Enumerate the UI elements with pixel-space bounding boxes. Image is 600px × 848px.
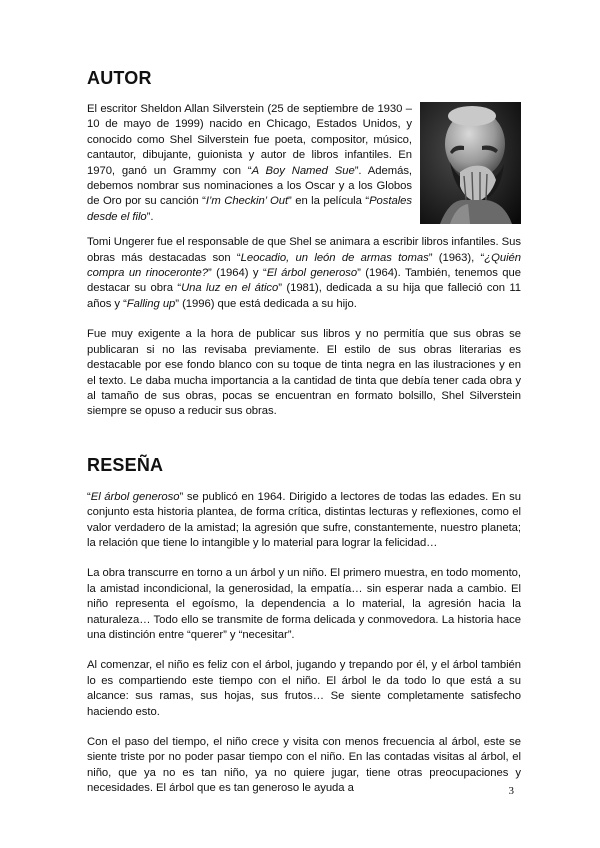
resena-paragraph-3: Al comenzar, el niño es feliz con el árbol, jugando y trepando por él, y el árbol también lo es compartiendo este tiempo con el niño. El árbol le da todo lo que está a su alcance: sus ramas, sus hojas, sus frutos… Se siente completamente satisfecho haciendo esto. <box>87 659 521 718</box>
section-resena <box>87 455 521 797</box>
author-bio <box>87 102 521 420</box>
text-run: “ <box>87 490 91 503</box>
autor-paragraph-3: Fue muy exigente a la hora de publicar sus libros y no permitía que sus obras se publicaran si no las revisaba previamente. El estilo de sus obras literarias es destacable por ese fondo blanco con su toque de tinta negra en las ilustraciones y en el texto. Le daba mucha importancia a la cantidad de tinta que debía tener cada obra y al tamaño de sus obras, pocas se encuentran en formato bolsillo, Shel Silverstein siempre se opuso a reducir sus obras. <box>87 328 521 418</box>
text-run: ” se publicó en 1964. Dirigido a lectores de todas las edades. En su conjunto esta historia plantea, de forma crítica, distintas lecturas y reflexiones, como el valor verdadero de la amistad; la agresión que sufre, constantemente, nuestro planeta; la relación que tiene lo intangible y lo material para lograr la felicidad… <box>87 490 521 549</box>
italic-title-text: Falling up <box>126 297 176 310</box>
text-run: El escritor Sheldon Allan Silverstein (25 de septiembre de 1930 – 10 de mayo de 1999) nacido en Chicago, Estados Unidos, y conocido como Shel Silverstein fue poeta, compositor, músico, cantautor, dibujante, guionista y autor de libros infantiles. En 1970, ganó un Grammy con “ <box>87 103 412 177</box>
text-run: ” (1963), “ <box>428 251 485 264</box>
text-run: ”. Además, debemos nombrar sus nominaciones a los Oscar y a los Globos de Oro por su canción “ <box>87 164 413 208</box>
text-run: ” en la película “ <box>288 195 370 208</box>
italic-title-text: El árbol generoso <box>266 267 358 280</box>
page-number: 3 <box>508 785 514 797</box>
resena-paragraph-4: Con el paso del tiempo, el niño crece y visita con menos frecuencia al árbol, este se siente triste por no poder pasar tiempo con el niño. En las contadas visitas al árbol, el niño, que ya no es tan niño, ya no quiere jugar, tiene otras preocupaciones y necesidades. El árbol que es tan generoso le ayuda a <box>87 736 521 795</box>
italic-title-text: I’m Checkin’ Out <box>205 195 289 208</box>
text-run: ” (1964). También, tenemos que destacar su obra “ <box>87 267 522 295</box>
page-content <box>87 68 521 797</box>
italic-title-text: Una luz en el ático <box>181 282 279 295</box>
author-portrait-image <box>420 102 521 224</box>
resena-paragraph-1 <box>87 490 521 552</box>
section-autor <box>87 68 521 420</box>
section-heading-resena: RESEÑA <box>87 454 164 475</box>
text-run: ” (1981), dedicada a su hija que falleció con 11 años y “ <box>87 282 521 310</box>
text-run: ” (1964) y “ <box>207 267 267 280</box>
text-run: ”. <box>146 210 154 223</box>
autor-paragraph-2 <box>87 235 521 312</box>
italic-title-text: Leocadio, un león de armas tomas <box>240 251 429 264</box>
text-run: Tomi Ungerer fue el responsable de que Shel se animara a escribir libros infantiles. Sus obras más destacadas son “ <box>87 236 521 264</box>
resena-paragraph-2: La obra transcurre en torno a un árbol y un niño. El primero muestra, en todo momento, la amistad incondicional, la generosidad, la empatía… sin esperar nada a cambio. El niño representa el egoísmo, la dependencia a lo material, la agresión hacia la naturaleza… Todo ello se transmite de forma delicada y conmovedora. La historia hace una distinción entre “querer” y “necesitar”. <box>87 567 522 641</box>
author-photo <box>420 102 521 224</box>
italic-title-text: ¿Quién compra un rinoceronte? <box>87 251 521 280</box>
text-run: ” (1996) que está dedicada a su hijo. <box>175 297 357 310</box>
section-heading-autor: AUTOR <box>87 68 152 88</box>
italic-title-text: Postales desde el filo <box>87 195 412 223</box>
italic-title-text: El árbol generoso <box>90 490 180 503</box>
italic-title-text: A Boy Named Sue <box>251 164 355 177</box>
